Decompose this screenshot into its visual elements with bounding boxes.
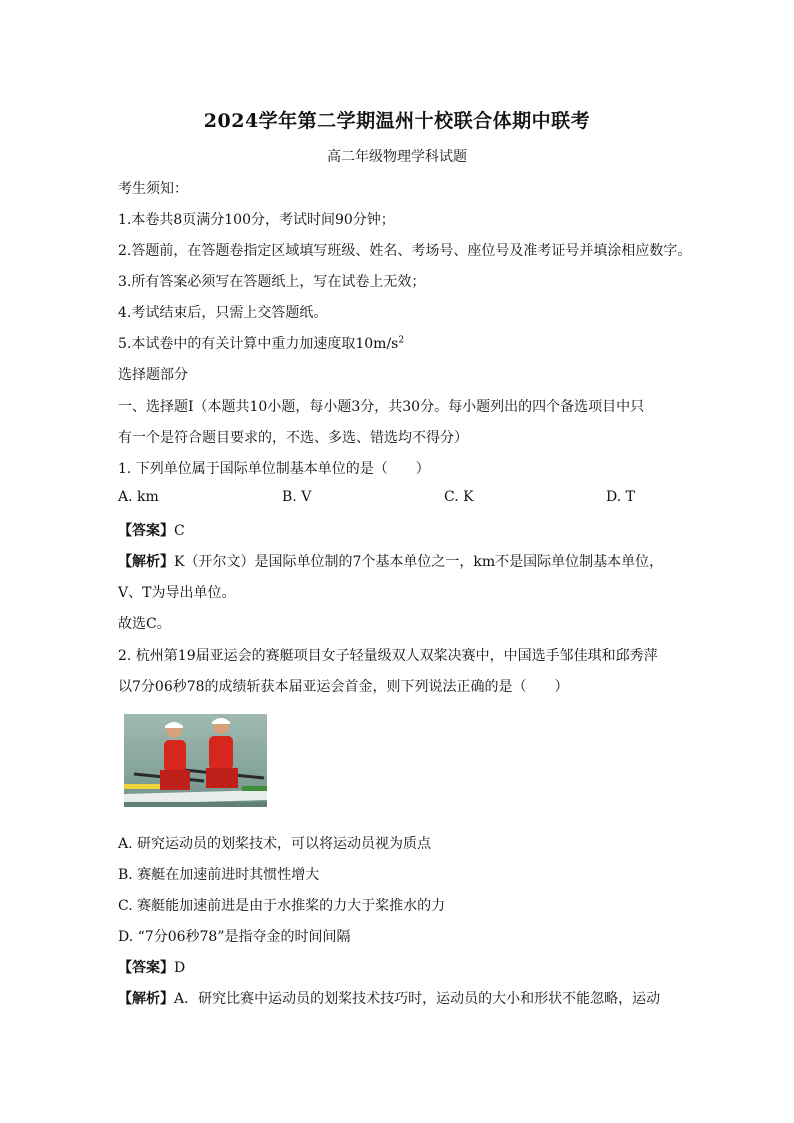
q1-answer xyxy=(118,520,185,540)
q1-conclusion: 故选C。 xyxy=(118,616,171,632)
notice-4: 4.考试结束后，只需上交答题纸。 xyxy=(118,305,328,321)
q2-answer xyxy=(118,957,185,977)
q2-analysis-text-1: A．研究比赛中运动员的划桨技术技巧时，运动员的大小和形状不能忽略，运动 xyxy=(174,991,661,1007)
q1-analysis-line-1 xyxy=(118,551,663,571)
q2-option-b: B. 赛艇在加速前进时其惯性增大 xyxy=(118,867,320,883)
q1-option-b: B. V xyxy=(282,489,312,505)
exam-subtitle: 高二年级物理学科试题 xyxy=(327,149,467,165)
q1-option-d: D. T xyxy=(606,489,635,505)
q2-option-a: A. 研究运动员的划桨技术，可以将运动员视为质点 xyxy=(118,836,432,852)
q1-analysis-text-1: K（开尔文）是国际单位制的7个基本单位之一，km不是国际单位制基本单位， xyxy=(174,554,664,570)
notice-3: 3.所有答案必须写在答题纸上，写在试卷上无效； xyxy=(118,274,426,290)
notice-5-text: 5.本试卷中的有关计算中重力加速度取10m/s xyxy=(118,336,399,352)
q1-option-a: A. km xyxy=(118,489,159,505)
section-1-instructions-line-2: 有一个是符合题目要求的，不选、多选、错选均不得分） xyxy=(118,430,468,446)
q2-option-d: D. “7分06秒78”是指夺金的时间间隔 xyxy=(118,929,351,945)
q2-stem-line-1: 2. 杭州第19届亚运会的赛艇项目女子轻量级双人双桨决赛中，中国选手邹佳琪和邱秀萍 xyxy=(118,648,658,664)
q1-stem: 1. 下列单位属于国际单位制基本单位的是（ ） xyxy=(118,461,430,477)
q1-answer-value: C xyxy=(174,523,185,539)
q2-stem-line-2: 以7分06秒78的成绩斩获本届亚运会首金，则下列说法正确的是（ ） xyxy=(118,679,569,695)
q2-analysis-line-1 xyxy=(118,988,660,1008)
notice-2: 2.答题前，在答题卷指定区域填写班级、姓名、考场号、座位号及准考证号并填涂相应数字。 xyxy=(118,243,692,259)
q1-analysis-line-2: V、T为导出单位。 xyxy=(118,585,236,601)
section-1-instructions-line-1: 一、选择题Ⅰ（本题共10小题，每小题3分，共30分。每小题列出的四个备选项目中只 xyxy=(118,399,645,415)
rowing-photo xyxy=(124,714,267,807)
q1-answer-label: 【答案】 xyxy=(118,523,174,539)
q2-answer-label: 【答案】 xyxy=(118,960,174,976)
q1-option-c: C. K xyxy=(444,489,474,505)
notice-heading: 考生须知： xyxy=(118,181,188,197)
notice-1: 1.本卷共8页满分100分，考试时间90分钟； xyxy=(118,212,395,228)
exam-title: 2024学年第二学期温州十校联合体期中联考 xyxy=(203,110,591,132)
q2-answer-value: D xyxy=(174,960,186,976)
q1-analysis-label: 【解析】 xyxy=(118,554,174,570)
section-label: 选择题部分 xyxy=(118,367,188,383)
q2-option-c: C. 赛艇能加速前进是由于水推桨的力大于桨推水的力 xyxy=(118,898,446,914)
q2-analysis-label: 【解析】 xyxy=(118,991,174,1007)
rowing-photo-illustration xyxy=(124,714,267,807)
notice-5-superscript: 2 xyxy=(398,335,405,346)
notice-5 xyxy=(118,333,404,353)
